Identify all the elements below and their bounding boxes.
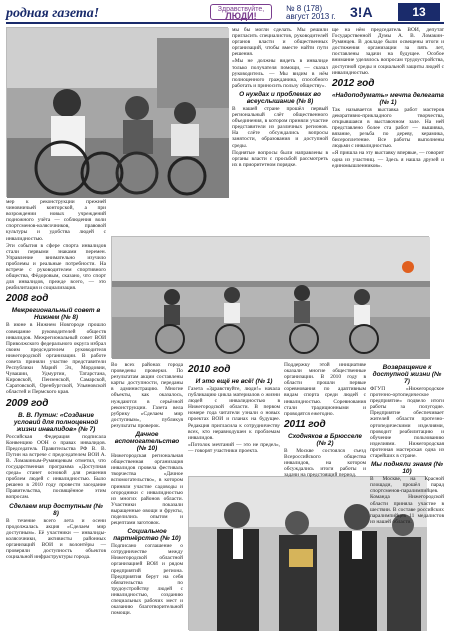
article-heading: В. В. Путин: «Создание условий для полноценной жизни инвалидов» (№ 7) bbox=[13, 411, 99, 433]
issue-number: № 8 (178) bbox=[286, 4, 323, 13]
basketball-game-illustration bbox=[112, 237, 430, 359]
article-text: В Москве, на Красной площади, прошёл парад спортсменов-паралимпийцев. Команда Нижегородской области приняла участие в шествии. В составе российских паралимпийцев 11 медалистов из нашей области. bbox=[370, 476, 444, 525]
article-text: В Москве состоялся съезд Всероссийского общества инвалидов, на котором обсуждались итоги работы и задачи на предстоящий период. bbox=[284, 447, 366, 479]
wheelchair-athletes-illustration bbox=[7, 28, 229, 198]
article-text: Газета «Здравствуйте, люди!» начала публикацию цикла материалов о жизни людей с инвалидностью в Нижегородской области. В первом номере года читатели узнали о новых проектах ВОИ и планах на будущее. Редакция пригласила к сотрудничеству всех, кто неравнодушен к проблемам инвалидов. bbox=[188, 386, 280, 441]
photo-wheelchair-athletes bbox=[6, 27, 228, 197]
column-4 bbox=[284, 362, 366, 479]
article-heading: «Надоподумать» мечта делегата (№ 1) bbox=[332, 91, 444, 106]
article-text: Поддержку этой инициативе оказали многие общественные организации. В 2010 году в области прошли первые соревнования по адаптивным видам спорта среди людей с инвалидностью. Соревнования стали традиционными и проводятся ежегодно. bbox=[284, 362, 366, 417]
article-text: ФГУП «Нижегородское протезно-ортопедическое предприятие» подвело итоги работы за полугодие. Предприятие обеспечивает жителей области протезно-ортопедическими изделиями, проводит реабилитацию и обучение пользованию изделиями. Нижегородская протезная мастерская одна из старейших в стране. bbox=[370, 386, 444, 460]
article-text: ще на нём председатель ВОИ, депутат Государственной Думы А. В. Ломакин-Румянцев. В докладе были освещены итоги и достижения организации за пять лет, поставлены задачи на будущее. Особое внимание уделялось вопросам трудоустройства, доступной среды и социальной защиты людей с инвалидностью. bbox=[332, 27, 444, 76]
article-text: Во всех районах города проведены проверки. По результатам акции составлены карты доступности, переданы в администрацию. Многие объекты, как оказалось, нуждаются в серьёзной реконструкции. Газета вела рубрику «Сделаем мир доступным», публикуя результаты проверок. bbox=[111, 362, 183, 429]
column-3 bbox=[232, 27, 328, 232]
year-heading-2009: 2009 год bbox=[6, 397, 49, 409]
column-5-lower bbox=[370, 362, 444, 525]
article-text: Поднятые вопросы были направлены в органы власти с просьбой рассмотреть их в приоритетном порядке. bbox=[232, 149, 328, 168]
article-text: Так называется выставка работ мастеров декоративно-прикладного творчества, открывшаяся в выставочном зале. На ней представлено более ста работ — вышивка, вязание, резьба по дереву, керамика, бисероплетение. Все работы выполнены людьми с инвалидностью. bbox=[332, 106, 444, 150]
article-heading: Дачное вспомогательство (№ 10) bbox=[114, 431, 180, 453]
article-text: «Мы не должны видеть в инвалиде только получателя помощи, — сказал руководитель. — Мы видим в нём полноценного гражданина, способного работать и приносить пользу обществу». bbox=[232, 58, 328, 89]
article-heading: Сходняков в Брюсселе (№ 2) bbox=[288, 432, 362, 447]
article-text: В течение всего лета и осени продолжалась акция «Сделаем мир доступным». Её участники — инвалиды-колясочники, активисты районных организаций ВОИ и волонтёры — проверяли доступность объектов социальной инфраструктуры города. bbox=[6, 517, 106, 561]
photo-basketball-game bbox=[111, 236, 429, 358]
column-2 bbox=[111, 362, 183, 634]
article-heading: Социальное партнёрство (№ 10) bbox=[113, 528, 181, 543]
issue-info bbox=[286, 5, 336, 21]
article-text: Подписано соглашение о сотрудничестве между Нижегородской областной организацией ВОИ и рядом предприятий региона. Предприятия берут на себя обязательства по трудоустройству людей с инвалидностью, созданию специальных рабочих мест и оказанию благотворительной помощи. bbox=[111, 543, 183, 617]
logo-main-text: ЛЮДИ! bbox=[225, 11, 257, 21]
article-text: Нижегородская региональная общественная организация инвалидов провела фестиваль творчества «Дачное вспомогательство», в котором приняли участие садоводы и огородники с инвалидностью из многих районов области. Участники показали выращенные овощи и фрукты, поделились опытом и рецептами заготовок. bbox=[111, 453, 183, 527]
year-heading-2010: 2010 год bbox=[188, 364, 231, 375]
year-heading-2011: 2011 год bbox=[284, 418, 326, 430]
article-text: «Потолок мечтаний — это не предел», — говорят участники проекта. bbox=[188, 441, 280, 454]
article-heading: Возвращение к доступной жизни (№ 7) bbox=[372, 364, 442, 385]
newspaper-logo bbox=[210, 4, 272, 20]
issue-date: август 2013 г. bbox=[286, 12, 336, 21]
header-rule bbox=[6, 22, 444, 24]
column-1 bbox=[6, 199, 106, 635]
page-number: 13 bbox=[398, 3, 440, 21]
article-text: Эти события в сфере спорта инвалидов стали первыми знаками перемен. Управление внимательно изучило проблемы и реальные потребности. На встрече с руководителем спортивного общества, Фёдоровым, сказано, что спорт для инвалидов, прежде всего, — это реабилитация и социализация. bbox=[6, 242, 106, 292]
article-text: В нашей стране прошёл первый региональный слёт общественного объединения, в котором приняли участие представители из различных регионов. На слёте обсуждались вопросы занятости, образования и доступной среды. bbox=[232, 105, 328, 149]
article-heading: Мы подняли знамя (№ 10) bbox=[371, 461, 443, 476]
article-text: В июне в Нижнем Новгороде прошло совещание руководителей обществ инвалидов. Межрегиональный совет ВОИ Приволжского федерального округа избрал своим председателем руководителя нижегородской организации. В работе совета приняли участие представители Республики Марий Эл, Мордовии, Чувашии, Удмуртии, Татарстана, Кировской, Пензенской, Самарской, Саратовской, Оренбургской, Ульяновской областей и Пермского края. bbox=[6, 322, 106, 396]
year-heading-2012: 2012 год bbox=[332, 77, 375, 89]
photo-caption: мер к реконструкции прежней чиновничьей конторской, а при возрождении новых учреждений подножного учёта — соблюдения воли спортсменов-колясочников, правовой культуры и удобства людей с инвалидностью. bbox=[6, 199, 106, 242]
column-5 bbox=[332, 27, 444, 232]
article-heading: Сделаем мир доступным (№ 8) bbox=[9, 502, 103, 517]
year-heading-2008: 2008 год bbox=[6, 293, 49, 305]
header-slogan: родная газета! bbox=[6, 6, 100, 21]
header-mark: 3!А bbox=[350, 4, 373, 20]
article-heading: О нуждах и проблемах во всеуслышание (№ 8) bbox=[239, 90, 321, 105]
article-text: «Я пришла на эту выставку впервые, — говорит одна из участниц. — Здесь я нашла друзей и единомышленников». bbox=[332, 150, 444, 169]
logo-top-text: Здравствуйте, bbox=[217, 6, 265, 13]
article-heading: И это ещё не всё! (№ 1) bbox=[195, 378, 273, 385]
article-heading: Межрегиональный совет в Нижнем (№ 8) bbox=[11, 307, 101, 322]
article-text: Российская Федерация подписала Конвенцию ООН о правах инвалидов. Председатель Правительства РФ В. В. Путин на встрече с председателем ВОИ А. В. Ломакиным-Румянцевым отметил, что государственная программа «Доступная среда» станет основой для решения проблем людей с инвалидностью. Было решено в 2010 году провести заседание Правительства, посвящённое этим вопросам. bbox=[6, 433, 106, 501]
column-3-lower bbox=[188, 362, 280, 472]
article-text: мы бы могли сделать. Мы решили пригласить специалистов, руководителей органов власти и общественных организаций, чтобы вместе найти пути решения. bbox=[232, 27, 328, 58]
